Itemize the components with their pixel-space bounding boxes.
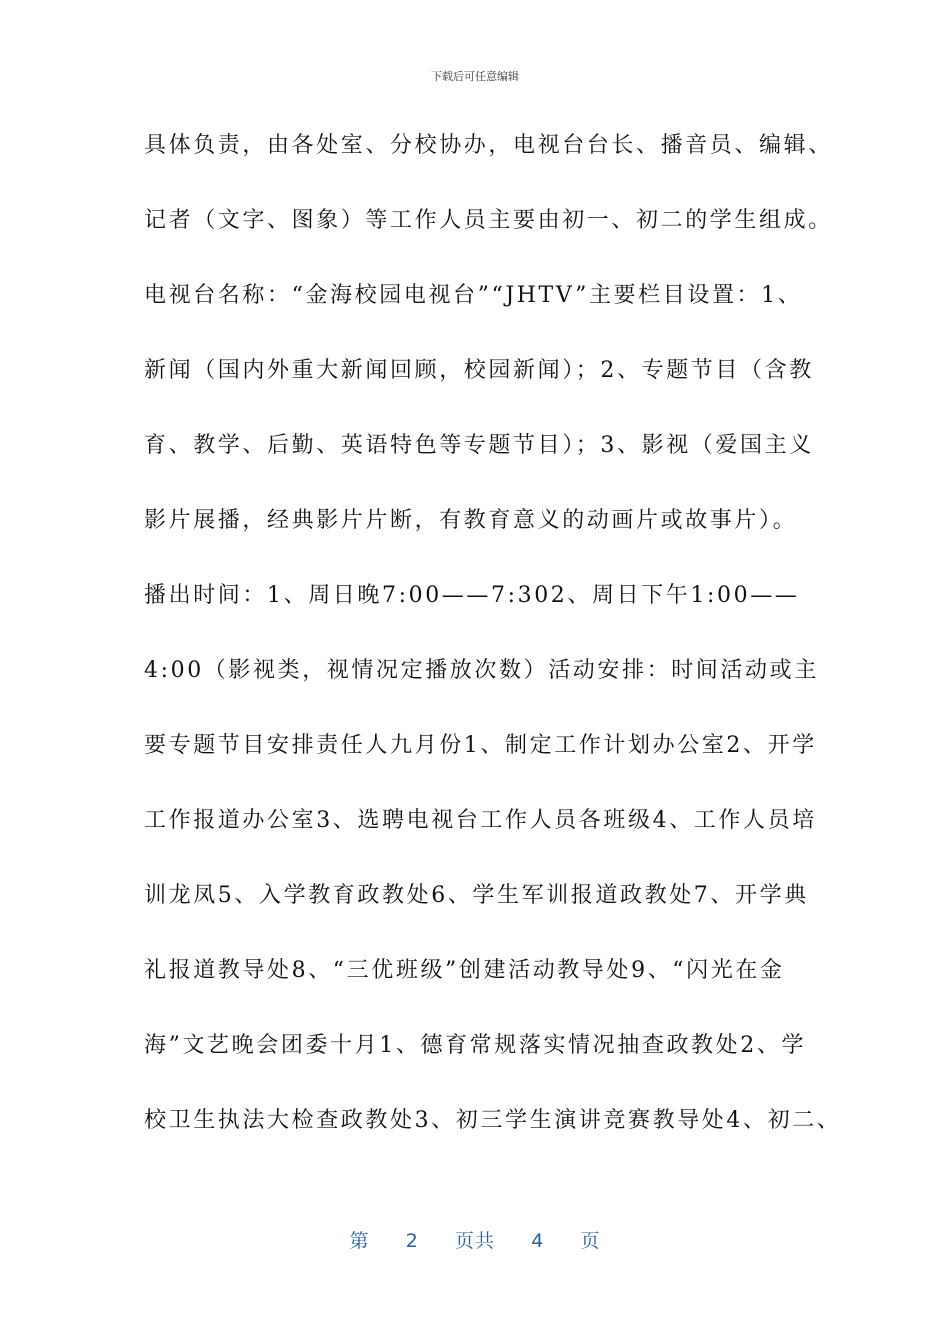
text-line: 新闻（国内外重大新闻回顾，校园新闻）；2、专题节目（含教 (144, 358, 814, 383)
text-line: 播出时间：1、周日晚7:00——7:302、周日下午1:00—— (144, 583, 800, 608)
text-line: 工作报道办公室3、选聘电视台工作人员各班级4、工作人员培 (144, 808, 817, 833)
text-line: 训龙凤5、入学教育政教处6、学生军训报道政教处7、开学典 (144, 883, 809, 908)
header-note: 下载后可任意编辑 (431, 70, 519, 83)
document-body (144, 128, 844, 1178)
text-line: 校卫生执法大检查政教处3、初三学生演讲竞赛教导处4、初二、 (144, 1108, 842, 1133)
text-line: 海”文艺晚会团委十月1、德育常规落实情况抽查政教处2、学 (144, 1033, 807, 1058)
text-line: 育、教学、后勤、英语特色等专题节目）；3、影视（爱国主义 (144, 433, 814, 458)
total-pages-number: 4 (531, 1230, 545, 1252)
text-line: 具体负责，由各处室、分校协办，电视台台长、播音员、编辑、 (144, 133, 833, 158)
text-line: 影片展播，经典影片片断，有教育意义的动画片或故事片）。 (144, 508, 798, 533)
current-page-number: 2 (405, 1230, 419, 1252)
footer-middle: 页共 (454, 1230, 495, 1252)
text-line: 电视台名称：“金海校园电视台”“JHTV”主要栏目设置：1、 (144, 283, 803, 308)
text-line: 礼报道教导处8、“三优班级”创建活动教导处9、“闪光在金 (144, 958, 785, 983)
text-line: 4:00（影视类，视情况定播放次数）活动安排：时间活动或主 (144, 658, 819, 683)
text-line: 记者（文字、图象）等工作人员主要由初一、初二的学生组成。 (144, 208, 833, 233)
footer-prefix: 第 (349, 1230, 370, 1252)
footer-suffix: 页 (580, 1230, 601, 1252)
page-footer (0, 1226, 950, 1253)
text-line: 要专题节目安排责任人九月份1、制定工作计划办公室2、开学 (144, 733, 817, 758)
